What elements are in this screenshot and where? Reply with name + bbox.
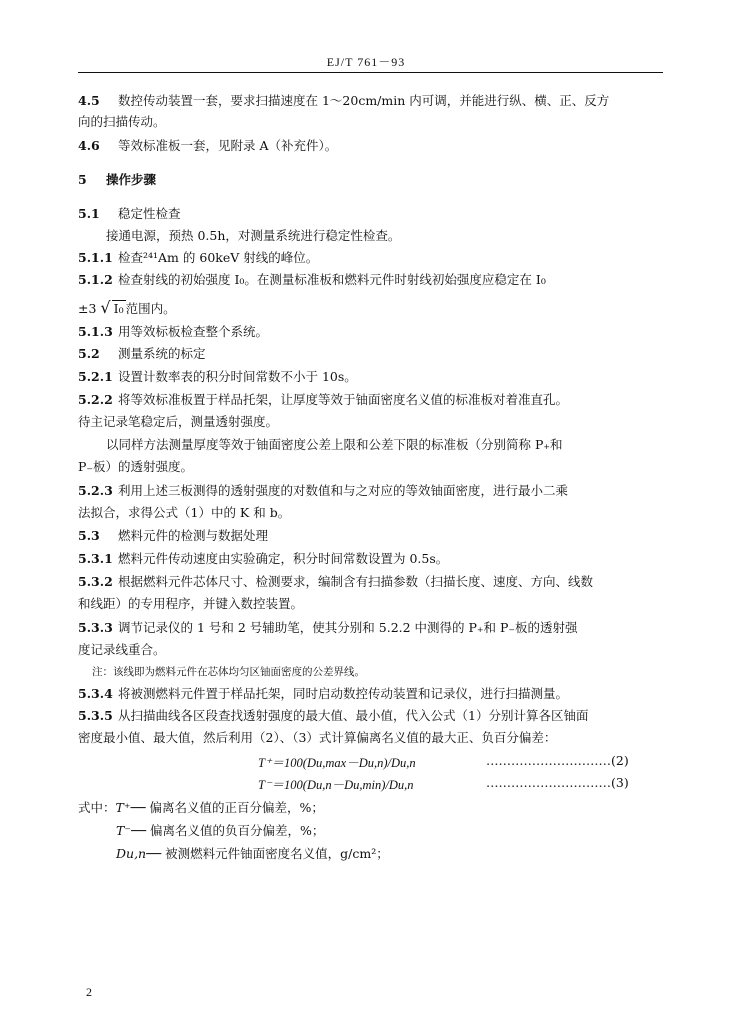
clause-number: 4.6	[78, 138, 100, 153]
clause-text: 用等效标板检查整个系统。	[118, 324, 269, 339]
clause-4-5	[78, 93, 609, 109]
section-title: 操作步骤	[106, 172, 157, 187]
clause-5-3-5	[78, 708, 588, 724]
clause-5-2-2-cont: 待主记录笔稳定后，测量透射强度。	[78, 414, 279, 429]
clause-4-5-cont: 向的扫描传动。	[78, 114, 166, 129]
clause-number: 5.2	[78, 346, 100, 361]
clause-5-3-3	[78, 620, 578, 636]
clause-text: 数控传动装置一套，要求扫描速度在 1～20cm/min 内可调，并能进行纵、横、正、反方	[118, 93, 610, 108]
clause-text: 调节记录仪的 1 号和 2 号辅助笔，使其分别和 5.2.2 中测得的 P₊和 P₋板的透射强	[118, 620, 578, 635]
definition-3	[116, 844, 389, 862]
clause-text: 设置计数率表的积分时间常数不小于 10s。	[118, 369, 357, 384]
clause-5-3-4	[78, 686, 568, 702]
plus-minus-range: ±3	[78, 301, 97, 316]
definition-2	[116, 821, 324, 839]
clause-number: 5.1.2	[78, 272, 113, 287]
clause-number: 5.1.3	[78, 324, 113, 339]
clause-title: 燃料元件的检测与数据处理	[118, 528, 269, 543]
clause-text: 检查²⁴¹Am 的 60keV 射线的峰位。	[118, 250, 319, 265]
header-rule	[78, 72, 663, 73]
clause-text: 从扫描曲线各区段查找透射强度的最大值、最小值，代入公式（1）分别计算各区铀面	[118, 708, 589, 723]
clause-text: 根据燃料元件芯体尺寸、检测要求，编制含有扫描参数（扫描长度、速度、方向、线数	[118, 574, 594, 589]
definition-symbol: Du,n	[116, 846, 147, 861]
clause-text: 利用上述三板测得的透射强度的对数值和与之对应的等效铀面密度，进行最小二乘	[118, 483, 569, 498]
clause-text: 检查射线的初始强度 I₀。在测量标准板和燃料元件时射线初始强度应稳定在 I₀	[118, 272, 546, 287]
section-5-heading	[78, 172, 156, 188]
clause-5-1-1	[78, 250, 318, 266]
clause-5-1	[78, 206, 181, 222]
clause-5-2-2-para2: 以同样方法测量厚度等效于铀面密度公差上限和公差下限的标准板（分别简称 P₊和	[106, 437, 563, 452]
clause-5-3	[78, 528, 268, 544]
clause-number: 5.3.1	[78, 551, 113, 566]
definition-text: ── 偏离名义值的正百分偏差，%；	[130, 800, 324, 815]
formula-2-number: …………………………(2)	[486, 753, 629, 768]
section-number: 5	[78, 172, 87, 187]
clause-title: 测量系统的标定	[118, 346, 206, 361]
definition-intro: 式中：	[78, 800, 116, 815]
clause-number: 5.1.1	[78, 250, 113, 265]
clause-5-3-3-cont: 度记录线重合。	[78, 642, 166, 657]
clause-number: 5.2.1	[78, 369, 113, 384]
clause-number: 5.3.2	[78, 574, 113, 589]
clause-5-2	[78, 346, 206, 362]
clause-number: 5.3	[78, 528, 100, 543]
clause-number: 5.3.4	[78, 686, 113, 701]
formula-3: T⁻＝100(Du,n－Du,min)/Du,n	[258, 778, 414, 792]
clause-5-2-3	[78, 483, 568, 499]
clause-text: 燃料元件传动速度由实验确定，积分时间常数设置为 0.5s。	[118, 551, 449, 566]
definition-text: ── 被测燃料元件铀面密度名义值，g/cm²；	[146, 846, 389, 861]
definition-text: ── 偏离名义值的负百分偏差，%；	[130, 823, 325, 838]
clause-text: 等效标准板一套，见附录 A（补充件）。	[118, 138, 338, 153]
clause-5-2-2	[78, 392, 568, 408]
clause-5-2-1	[78, 369, 357, 385]
sqrt-sign: √	[100, 298, 111, 317]
clause-5-1-2-cont	[78, 300, 176, 317]
clause-number: 4.5	[78, 93, 100, 108]
clause-5-3-2	[78, 574, 593, 590]
clause-5-2-2-para2-cont: P₋板）的透射强度。	[78, 459, 194, 474]
sqrt-radicand: I₀	[113, 301, 124, 316]
clause-number: 5.3.5	[78, 708, 113, 723]
clause-number: 5.1	[78, 206, 100, 221]
clause-5-3-2-cont: 和线距）的专用程序，并键入数控装置。	[78, 596, 304, 611]
definition-symbol: T⁺	[115, 800, 131, 815]
clause-5-1-3	[78, 324, 268, 340]
clause-title: 稳定性检查	[118, 206, 181, 221]
clause-text: 将等效标准板置于样品托架，让厚度等效于铀面密度名义值的标准板对着准直孔。	[118, 392, 569, 407]
clause-5-1-body: 接通电源，预热 0.5h，对测量系统进行稳定性检查。	[106, 228, 401, 243]
clause-4-6	[78, 138, 337, 154]
definition-1	[78, 798, 324, 816]
clause-text: 范围内。	[125, 301, 176, 316]
definition-symbol: T⁻	[116, 823, 131, 838]
note: 注：该线即为燃料元件在芯体均匀区铀面密度的公差界线。	[92, 666, 365, 678]
clause-5-3-1	[78, 551, 448, 567]
page-number: 2	[86, 985, 92, 999]
clause-text: 将被测燃料元件置于样品托架，同时启动数控传动装置和记录仪，进行扫描测量。	[118, 686, 569, 701]
clause-number: 5.3.3	[78, 620, 113, 635]
clause-number: 5.2.2	[78, 392, 113, 407]
formula-2: T⁺＝100(Du,max－Du,n)/Du,n	[258, 756, 416, 770]
clause-5-2-3-cont: 法拟合，求得公式（1）中的 K 和 b。	[78, 505, 291, 520]
standard-code: EJ/T 761－93	[326, 55, 406, 69]
formula-3-number: …………………………(3)	[486, 775, 629, 790]
clause-5-3-5-cont: 密度最小值、最大值，然后利用（2）、（3）式计算偏离名义值的最大正、负百分偏差：	[78, 730, 557, 745]
clause-5-1-2	[78, 272, 546, 288]
clause-number: 5.2.3	[78, 483, 113, 498]
